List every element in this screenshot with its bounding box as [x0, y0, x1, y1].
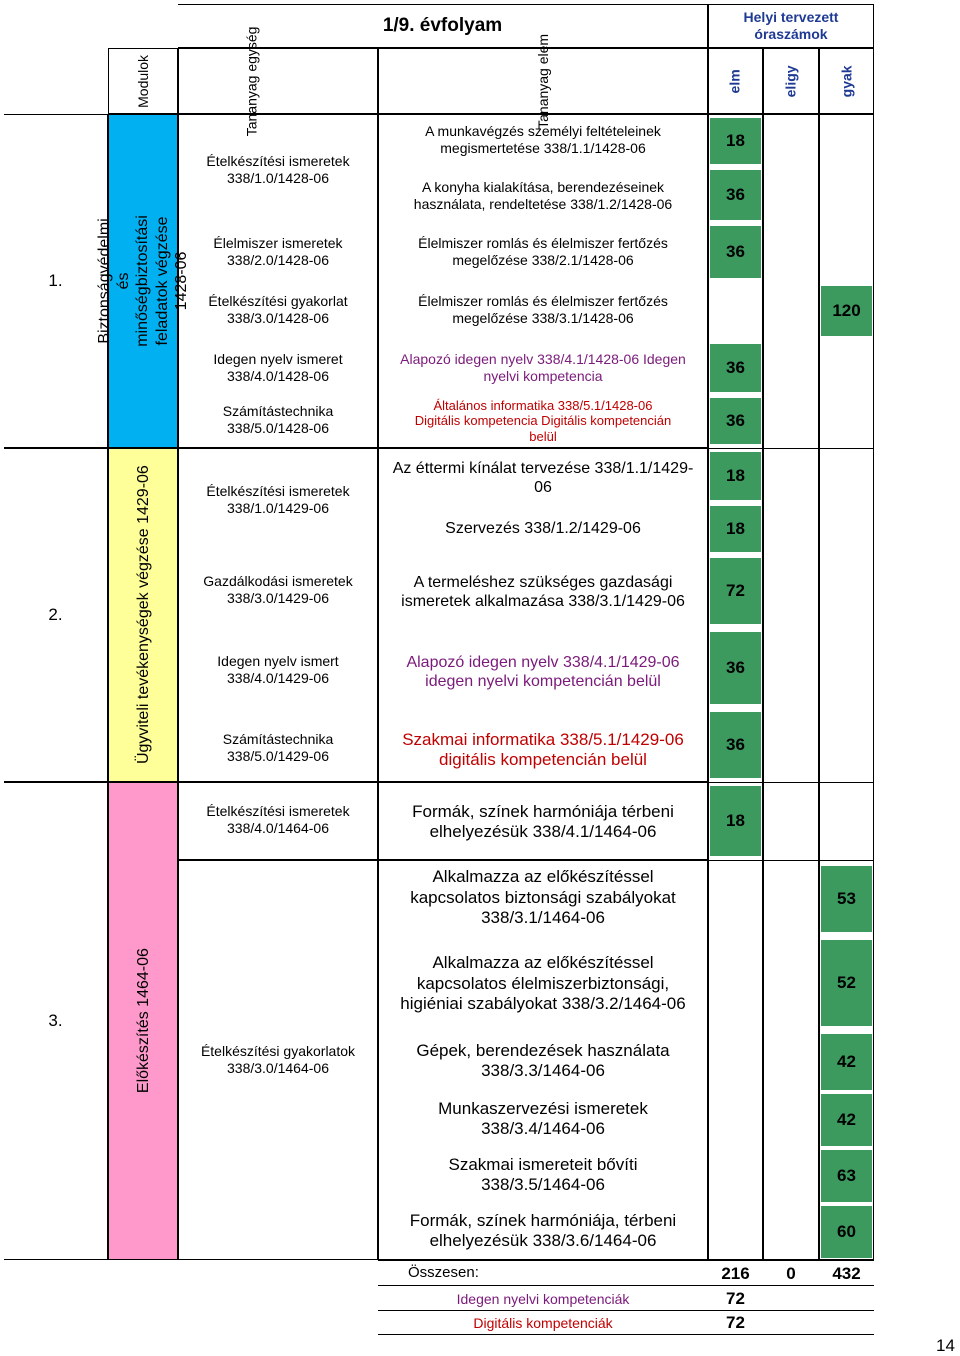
- page-number: 14: [936, 1336, 955, 1355]
- elm-value: 72: [710, 558, 761, 624]
- unit-item: Ételkészítési gyakorlatok 338/3.0/1464-06: [200, 1043, 356, 1076]
- element-item: Gépek, berendezések használata 338/3.3/1464-06: [416, 1040, 670, 1080]
- year-title: 1/9. évfolyam: [178, 4, 708, 48]
- elm-value: 36: [710, 632, 761, 704]
- row-index-1: 1.: [4, 114, 108, 448]
- element-item: Munkaszervezési ismeretek 338/3.4/1464-06: [438, 1098, 648, 1138]
- elm-value: 36: [710, 712, 761, 778]
- row-index-3: 3.: [4, 782, 108, 1260]
- unit-item: Számítástechnika 338/5.0/1428-06: [222, 403, 334, 436]
- element-item: Alkalmazza az előkészítéssel kapcsolatos biztonsági szabályokat 338/3.1/1464-06: [410, 867, 676, 928]
- unit-item: Idegen nyelv ismert 338/4.0/1429-06: [217, 653, 339, 686]
- tananyag-elem-header: Tananyag elem: [378, 48, 708, 114]
- element-item: Szakmai ismereteit bővíti 338/3.5/1464-06: [448, 1154, 638, 1194]
- module-1428: Biztonságvédelmi és minőségbiztosítási feladatok végzése 1428-06: [108, 114, 178, 448]
- module-1464: Előkészítés 1464-06: [108, 782, 178, 1260]
- gyak-value: 120: [821, 286, 872, 336]
- elm-value: 36: [710, 398, 761, 444]
- element-item: Élelmiszer romlás és élelmiszer fertőzés megelőzése 338/2.1/1428-06: [418, 235, 668, 268]
- element-item: Élelmiszer romlás és élelmiszer fertőzés megelőzése 338/3.1/1428-06: [418, 293, 668, 326]
- helyi-header: Helyi tervezett óraszámok: [708, 4, 874, 48]
- gyak-value: 42: [821, 1094, 872, 1146]
- element-item: Szakmai informatika 338/5.1/1429-06 digitális kompetencián belül: [402, 729, 684, 769]
- summary-eligy: 0: [786, 1263, 796, 1283]
- element-item: A termeléshez szükséges gazdasági ismeretek alkalmazása 338/3.1/1429-06: [401, 573, 685, 610]
- elm-value: 18: [710, 452, 761, 500]
- elm-value: 36: [710, 170, 761, 220]
- gyak-value: 63: [821, 1150, 872, 1202]
- row-index-2: 2.: [4, 448, 108, 782]
- unit-item: Élelmiszer ismeretek 338/2.0/1428-06: [213, 235, 343, 268]
- elm-value: 18: [710, 786, 761, 856]
- gyak-header: gyak: [819, 48, 874, 114]
- summary-elm: 216: [721, 1263, 750, 1283]
- element-item: Szervezés 338/1.2/1429-06: [445, 520, 641, 538]
- tananyag-egyseg-header: Tananyag egység: [178, 48, 378, 114]
- module-1429: Ügyviteli tevékenységek végzése 1429-06: [108, 448, 178, 782]
- digital-competence-value: 72: [726, 1312, 745, 1332]
- gyak-value: 60: [821, 1206, 872, 1258]
- gyak-value: 52: [821, 940, 872, 1026]
- digital-competence-label: Digitális kompetenciák: [473, 1314, 613, 1331]
- elm-value: 18: [710, 118, 761, 164]
- lang-competence-value: 72: [726, 1288, 745, 1308]
- row-divider: [708, 448, 874, 449]
- gyak-value: 53: [821, 866, 872, 932]
- unit-item: Ételkészítési ismeretek 338/1.0/1428-06: [206, 153, 350, 186]
- eligy-col-border: [763, 114, 819, 1260]
- summary-divider: [378, 1334, 874, 1335]
- unit-item: Ételkészítési ismeretek 338/4.0/1464-06: [206, 803, 350, 836]
- element-item: Alapozó idegen nyelv 338/4.1/1429-06 idegen nyelvi kompetencián belül: [406, 653, 680, 690]
- summary-label: Összesen:: [408, 1264, 479, 1281]
- summary-gyak: 432: [832, 1263, 861, 1283]
- unit-item: Ételkészítési gyakorlat 338/3.0/1428-06: [208, 293, 348, 326]
- unit-item: Számítástechnika 338/5.0/1429-06: [222, 731, 334, 764]
- element-item: A konyha kialakítása, berendezéseinek használata, rendeltetése 338/1.2/1428-06: [413, 179, 673, 212]
- lang-competence-label: Idegen nyelvi kompetenciák: [456, 1290, 630, 1307]
- element-item: A munkavégzés személyi feltételeinek megismertetése 338/1.1/1428-06: [425, 123, 661, 156]
- unit-item: Ételkészítési ismeretek 338/1.0/1429-06: [206, 483, 350, 516]
- summary-divider: [378, 1310, 874, 1311]
- element-item: Az éttermi kínálat tervezése 338/1.1/1429- 06: [392, 459, 694, 496]
- gyak-value: 42: [821, 1034, 872, 1090]
- elm-value: 36: [710, 226, 761, 278]
- row-divider: [708, 860, 874, 861]
- element-item: Formák, színek harmóniája, térbeni elhelyezésük 338/3.6/1464-06: [409, 1210, 677, 1250]
- modulok-header: Modulok: [108, 48, 178, 114]
- unit-item: Gazdálkodási ismeretek 338/3.0/1429-06: [203, 573, 353, 606]
- element-item: Alkalmazza az előkészítéssel kapcsolatos élelmiszerbiztonsági, higiéniai szabályokat 338/3.2/1464-06: [400, 953, 686, 1014]
- elm-header: elm: [708, 48, 763, 114]
- element-item: Általános informatika 338/5.1/1428-06 Digitális kompetencia Digitális kompetencián belül: [414, 397, 672, 444]
- element-item: Alapozó idegen nyelv 338/4.1/1428-06 Idegen nyelvi kompetencia: [400, 351, 686, 384]
- elm-value: 36: [710, 344, 761, 392]
- element-item: Formák, színek harmóniája térbeni elhelyezésük 338/4.1/1464-06: [412, 801, 674, 841]
- unit-item: Idegen nyelv ismeret 338/4.0/1428-06: [213, 351, 343, 384]
- elm-value: 18: [710, 506, 761, 552]
- row-divider: [708, 782, 874, 783]
- eligy-header: eligy: [763, 48, 819, 114]
